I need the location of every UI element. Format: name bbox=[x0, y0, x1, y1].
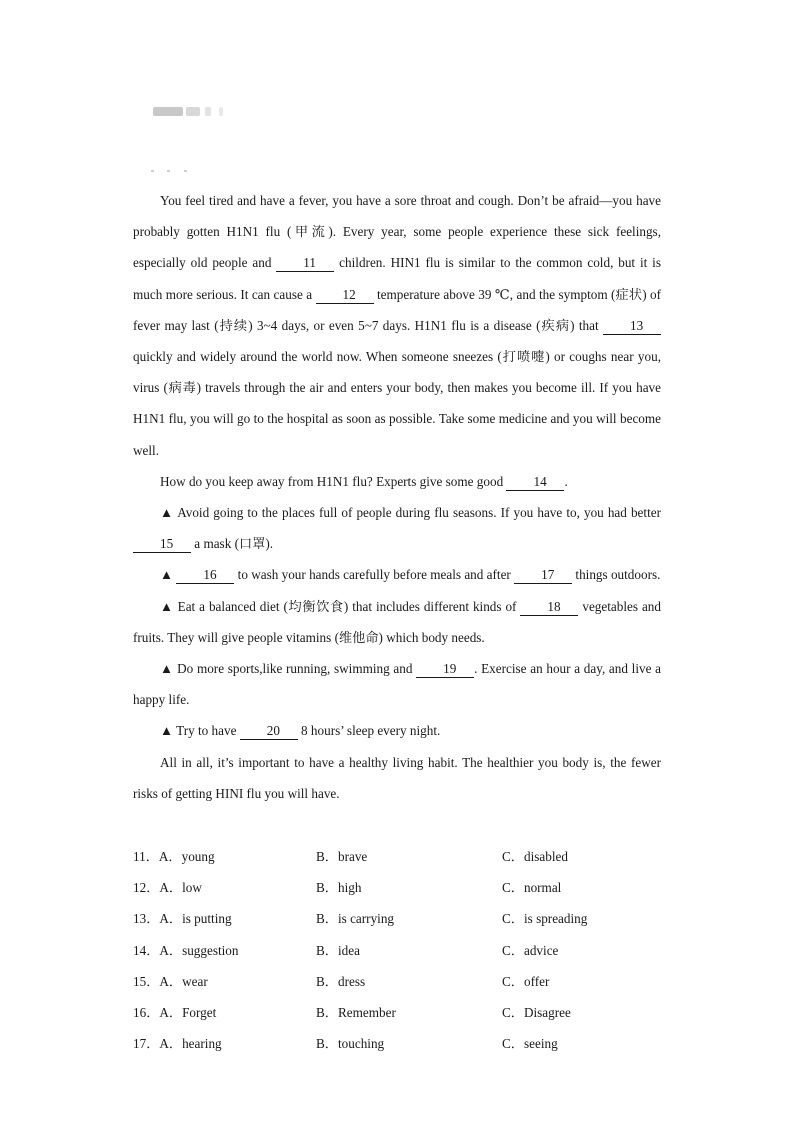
paragraph-1: You feel tired and have a fever, you have a sore throat and cough. Don’t be afraid—you have probably gotten H1N1 flu (甲流). Every year, some people experience these sick feelings, especially old people and 11 children. HIN1 flu is similar to the common cold, but it is much more serious. It can cause a 12 temperature above 39 ℃, and the symptom (症状) of fever may last (持续) 3~4 days, or even 5~7 days. H1N1 flu is a disease (疾病) that 13 quickly and widely around the world now. When someone sneezes (打喷嚏) or coughs near you, virus (病毒) travels through the air and enters your body, then makes you become ill. If you have H1N1 flu, you will go to the hospital as soon as possible. Take some medicine and you will become well. bbox=[133, 193, 661, 458]
blank-13: 13 bbox=[603, 318, 661, 335]
option-b: B．brave bbox=[316, 849, 368, 864]
option-row-15 bbox=[133, 966, 661, 997]
option-row-11 bbox=[133, 841, 661, 872]
option-a: 13．A．is putting bbox=[133, 911, 232, 927]
option-b: B．dress bbox=[316, 973, 366, 989]
option-b: B．touching bbox=[316, 1036, 385, 1052]
option-a: 16．A．Forget bbox=[133, 1004, 217, 1020]
scan-smudge bbox=[153, 107, 235, 117]
option-c: C．is spreading bbox=[502, 911, 588, 927]
option-b: B．Remember bbox=[316, 1004, 396, 1020]
paragraph-4: ▲ 16 to wash your hands carefully before meals and after 17 things outdoors. bbox=[160, 567, 661, 583]
paragraph-3: ▲ Avoid going to the places full of people during flu seasons. If you have to, you had better 15 a mask (口罩). bbox=[133, 497, 661, 559]
scan-dots bbox=[151, 170, 187, 172]
option-c: C．normal bbox=[502, 880, 562, 896]
paragraph-2: How do you keep away from H1N1 flu? Experts give some good 14 . bbox=[160, 473, 568, 489]
answer-options bbox=[133, 841, 661, 1059]
option-a: 12．A．low bbox=[133, 880, 202, 896]
option-b: B．is carrying bbox=[316, 911, 395, 927]
option-row-13 bbox=[133, 903, 661, 934]
blank-17: 17 bbox=[514, 567, 572, 584]
option-c: C．Disagree bbox=[502, 1004, 571, 1020]
blank-16: 16 bbox=[176, 567, 234, 584]
paragraph-5: ▲ Eat a balanced diet (均衡饮食) that includes different kinds of 18 vegetables and fruits. They will give people vitamins (维他命) which body needs. bbox=[133, 598, 661, 645]
blank-12: 12 bbox=[316, 287, 374, 304]
option-a: 14．A．suggestion bbox=[133, 942, 239, 958]
option-b: B．idea bbox=[316, 942, 360, 958]
cloze-passage bbox=[133, 185, 661, 809]
blank-11: 11 bbox=[276, 255, 334, 272]
option-row-17 bbox=[133, 1028, 661, 1059]
option-a: 15．A．wear bbox=[133, 973, 208, 989]
option-c: C．disabled bbox=[502, 849, 568, 864]
option-row-12 bbox=[133, 872, 661, 903]
paragraph-8: All in all, it’s important to have a healthy living habit. The healthier you body is, the fewer risks of getting HINI flu you will have. bbox=[133, 754, 661, 801]
option-a: 11．A．young bbox=[133, 849, 215, 864]
blank-15: 15 bbox=[133, 536, 191, 553]
paragraph-7: ▲ Try to have 20 8 hours’ sleep every night. bbox=[160, 723, 441, 739]
blank-14: 14 bbox=[506, 474, 564, 491]
blank-20: 20 bbox=[240, 723, 298, 740]
blank-19: 19 bbox=[416, 661, 474, 678]
option-a: 17．A．hearing bbox=[133, 1036, 222, 1052]
paragraph-6: ▲ Do more sports,like running, swimming and 19 . Exercise an hour a day, and live a happy life. bbox=[133, 661, 661, 708]
option-c: C．seeing bbox=[502, 1036, 558, 1052]
option-c: C．offer bbox=[502, 973, 550, 989]
option-row-14 bbox=[133, 935, 661, 966]
option-row-16 bbox=[133, 997, 661, 1028]
option-b: B．high bbox=[316, 880, 362, 896]
option-c: C．advice bbox=[502, 942, 559, 958]
blank-18: 18 bbox=[520, 599, 578, 616]
